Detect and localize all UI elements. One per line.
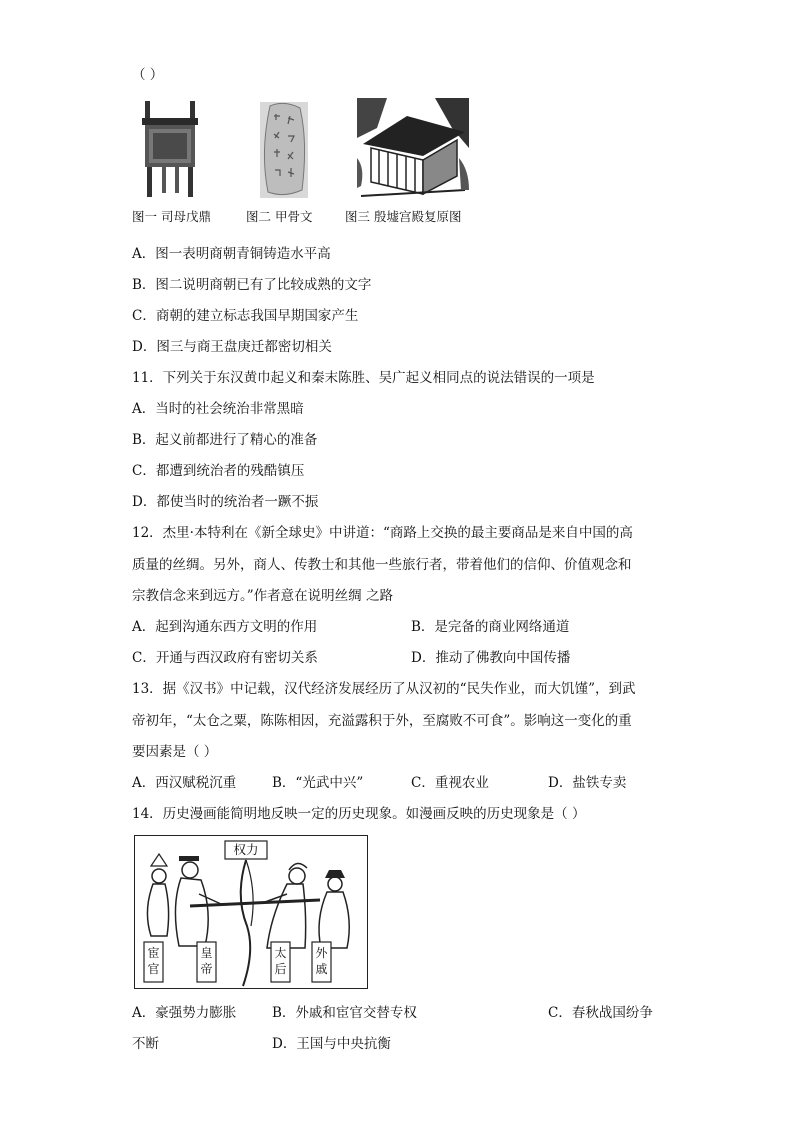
question-14-stem: 14．历史漫画能简明地反映一定的历史现象。如漫画反映的历史现象是（ ）: [132, 806, 586, 822]
cartoon-label-empress-dowager: 太后: [274, 946, 287, 976]
option-c-continued: 不断: [132, 1036, 159, 1052]
option-a: A．图一表明商朝青铜铸造水平高: [132, 246, 331, 262]
option-b: B．“光武中兴”: [272, 775, 364, 791]
figure-caption-2: 图二 甲骨文: [246, 209, 313, 224]
figure-caption-1: 图一 司母戊鼎: [132, 209, 211, 224]
cartoon-label-consort-kin: 外戚: [315, 946, 328, 976]
question-12-stem: 宗教信念来到远方。”作者意在说明丝绸 之路: [132, 588, 393, 604]
option-d: D．盐铁专卖: [548, 775, 627, 791]
option-b: B．起义前都进行了精心的准备: [132, 432, 318, 448]
figure-caption-3: 图三 殷墟宫殿复原图: [345, 209, 462, 224]
option-a: A．西汉赋税沉重: [132, 775, 237, 791]
option-c: C．春秋战国纷争: [548, 1005, 653, 1021]
question-12-stem: 质量的丝绸。另外，商人、传教士和其他一些旅行者，带着他们的信仰、价值观念和: [132, 557, 632, 573]
cartoon-top-label: 权力: [233, 842, 259, 857]
option-d: D．图三与商王盘庚迁都密切相关: [132, 339, 332, 355]
question-12-stem: 12．杰里·本特利在《新全球史》中讲道：“商路上交换的最主要商品是来自中国的高: [132, 525, 633, 541]
option-d: D．都使当时的统治者一蹶不振: [132, 494, 319, 510]
question-13-stem: 13．据《汉书》中记载，汉代经济发展经历了从汉初的“民失作业，而大饥馑”，到武: [132, 681, 636, 697]
option-b: B．外戚和宦官交替专权: [272, 1005, 417, 1021]
palace-reconstruction-figure: [357, 98, 469, 200]
option-c: C．重视农业: [411, 775, 489, 791]
cartoon-figure: [134, 835, 368, 989]
ding-bronze-figure: [138, 100, 202, 200]
option-c: C．开通与西汉政府有密切关系: [132, 650, 318, 666]
question-13-stem: 要因素是（ ）: [132, 744, 218, 760]
cartoon-label-emperor: 皇帝: [200, 946, 213, 976]
answer-bracket: （ ）: [132, 67, 164, 83]
option-b: B．是完备的商业网络通道: [411, 619, 570, 635]
cartoon-drawing: [135, 836, 367, 988]
oracle-bone-figure: [260, 102, 308, 198]
option-c: C．商朝的建立标志我国早期国家产生: [132, 308, 359, 324]
question-11-stem: 11．下列关于东汉黄巾起义和秦末陈胜、吴广起义相同点的说法错误的一项是: [132, 370, 595, 386]
option-a: A．起到沟通东西方文明的作用: [132, 619, 318, 635]
cartoon-label-eunuch: 宦官: [147, 946, 160, 976]
question-13-stem: 帝初年，“太仓之粟，陈陈相因，充溢露积于外，至腐败不可食”。影响这一变化的重: [132, 713, 632, 729]
option-b: B．图二说明商朝已有了比较成熟的文字: [132, 277, 372, 293]
option-d: D．王国与中央抗衡: [272, 1036, 391, 1052]
option-c: C．都遭到统治者的残酷镇压: [132, 463, 305, 479]
option-a: A．豪强势力膨胀: [132, 1005, 237, 1021]
option-d: D．推动了佛教向中国传播: [411, 650, 571, 666]
option-a: A．当时的社会统治非常黑暗: [132, 401, 304, 417]
